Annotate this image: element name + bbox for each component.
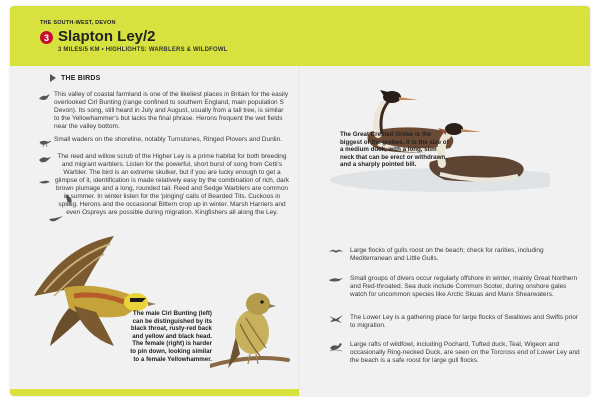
page-header [10, 6, 590, 66]
grebe-caption: The Great Crested Grebe is the biggest of the grebes. It is the size of a medium duck, with a long, slim neck that can be erect or withdrawn, and a sharply pointed bill. [340, 131, 449, 169]
swallow-silhouette-icon [328, 313, 344, 323]
cuckoo-silhouette-icon [38, 177, 52, 187]
note-gulls: Large flocks of gulls roost on the beach; check for rarities, including Mediterranean and Little Gulls. [350, 247, 544, 262]
accent-bottom-bar [10, 389, 299, 396]
page-subtitle: 3 MILES/5 KM • HIGHLIGHTS: WARBLERS & WILDFOWL [58, 47, 228, 53]
note-wildfowl: Large rafts of wildfowl, including Pochard, Tufted duck, Teal, Wigeon and occasionally Ring-necked Duck, are seen on the Torcross end of Lower Ley and the beach is a safe roost for large gull flocks. [350, 341, 580, 364]
gull-silhouette-icon [328, 246, 344, 256]
bunting-caption: The male Cirl Bunting (left) can be distinguished by its black throat, rusty-red back and yellow and black head. The female (right) is harder to pin down, looking similar to a female Yellowhammer. [130, 310, 212, 363]
note-divers: Small groups of divers occur regularly offshore in winter, mainly Great Northern and Red-throated. Sea duck include Common Scoter, during onshore gales watch for uncommon species like Arctic Skuas and Manx Shearwaters. [350, 275, 578, 298]
note-swallows: The Lower Ley is a gathering place for large flocks of Swallows and Swifts prior to migration. [350, 314, 578, 329]
page-title: Slapton Ley/2 [58, 28, 156, 45]
duck-silhouette-icon [328, 340, 344, 352]
warbler-silhouette-icon [38, 154, 52, 164]
paragraph-waders: Small waders on the shoreline, notably Turnstones, Ringed Plovers and Dunlin. [54, 136, 282, 143]
triangle-bullet-icon [50, 74, 56, 82]
region-label: THE SOUTH-WEST, DEVON [40, 20, 116, 26]
paragraph-cirl-bunting: This valley of coastal farmland is one of the likeliest places in Britain for the easily overlooked Cirl Bunting (range confined to southern England, main population S Devon). Its song, still heard in July and August, usually from a tall tree, is similar to the Yellowhammer's but lacks the final phrase. Herons frequent the wet fields near the valley bottom. [54, 91, 289, 130]
cirl-bunting-female-illustration [210, 274, 290, 374]
guidebook-spread [10, 6, 590, 396]
section-heading [50, 74, 101, 82]
wader-silhouette-icon [38, 137, 52, 147]
diver-silhouette-icon [328, 274, 344, 284]
bunting-silhouette-icon [38, 92, 52, 102]
section-title: THE BIRDS [61, 74, 101, 82]
paragraph-warblers: The reed and willow scrub of the Higher Ley is a prime habitat for both breeding and migrant warblers. Listen for the powerful, short burst of song from Cetti's Warbler. The bird is an extreme skulker, but if you are lucky enough to get a glimpse of it, identification is made relatively easy by the combination of rich, dark brown plumage and a long, rounded tail. Reed and Sedge Warblers are common in summer. In winter listen for the 'pinging' calls of Bearded Tits. Cuckoos in spring. Herons and the occasional Bittern crop up in winter. Marsh Harriers and even Ospreys are possible during migration. Kingfishers all along the Ley. [54, 153, 290, 216]
route-number-badge: 3 [40, 31, 53, 44]
